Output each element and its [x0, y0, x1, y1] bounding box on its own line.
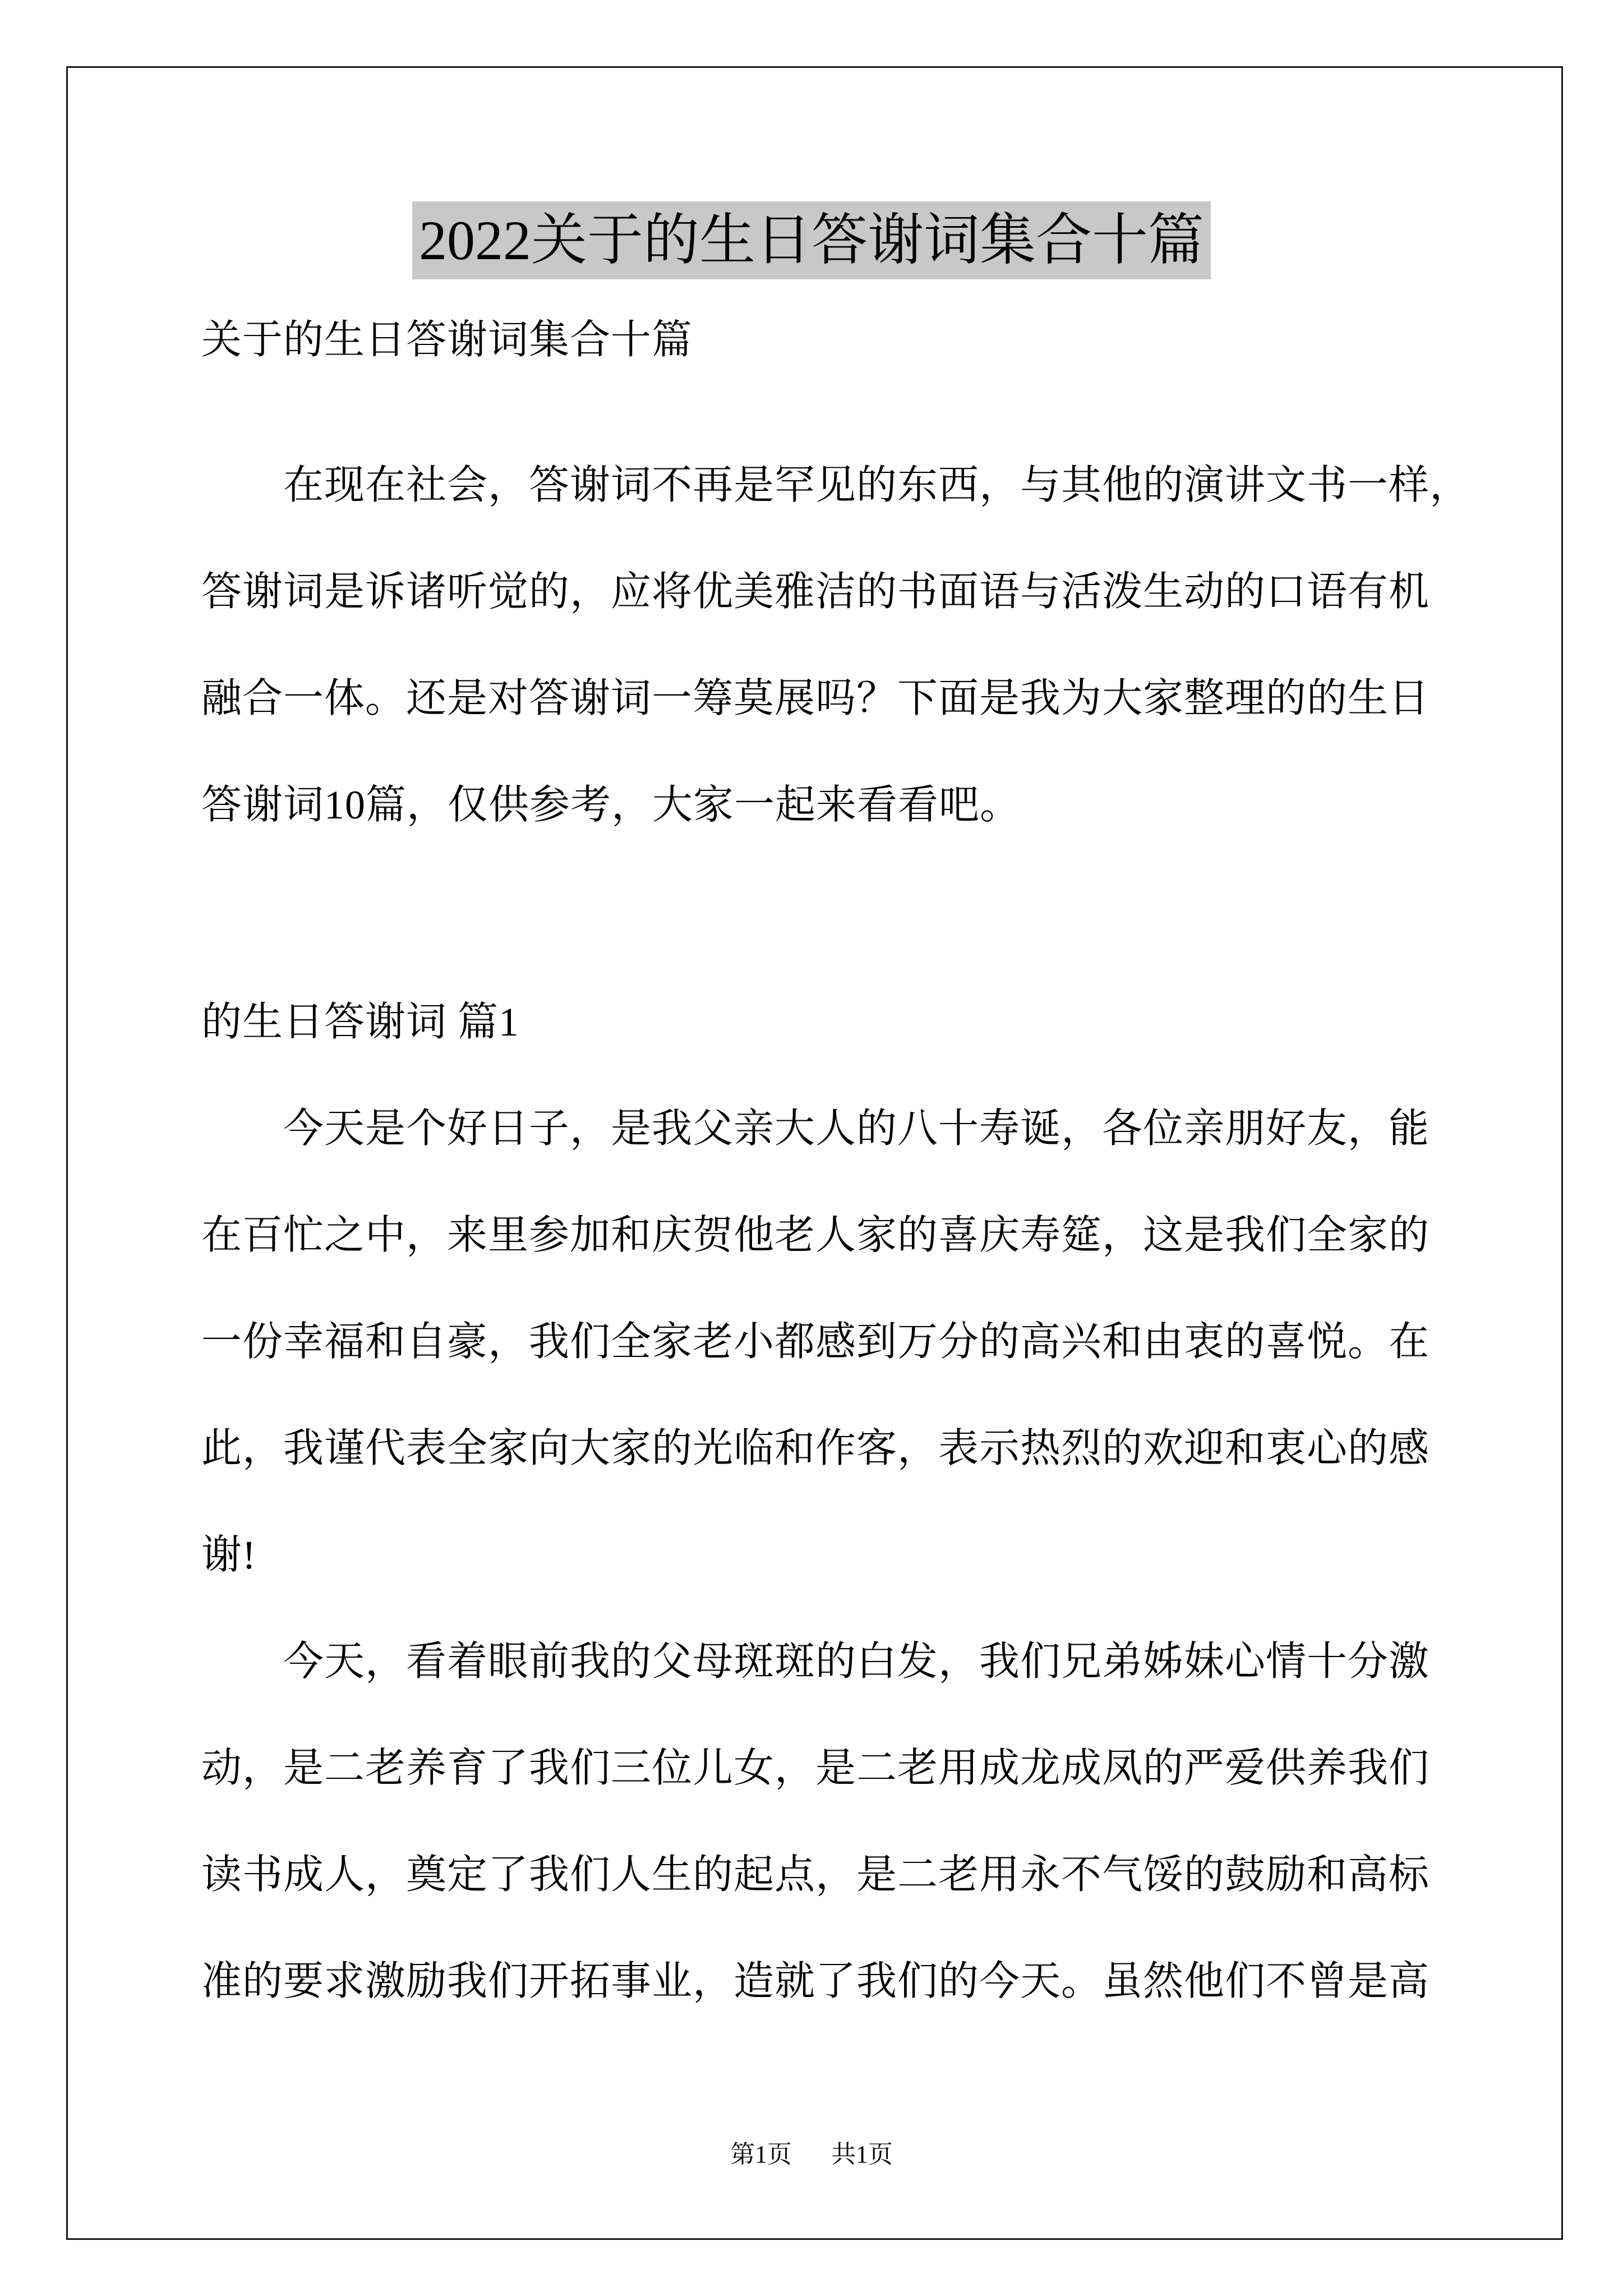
- document-title: 2022关于的生日答谢词集合十篇: [412, 201, 1211, 279]
- paragraph-line: 在现在社会，答谢词不再是罕见的东西，与其他的演讲文书一样，: [283, 463, 1471, 508]
- document-subtitle: 关于的生日答谢词集合十篇: [201, 318, 693, 362]
- document-body: [201, 287, 1491, 2035]
- section-1: [201, 969, 1491, 2035]
- intro-paragraph: [201, 432, 1491, 858]
- page-total: 共1页: [831, 2141, 893, 2168]
- title-block: [0, 201, 1623, 279]
- page-footer: [0, 2138, 1623, 2171]
- paragraph-line: 准的要求激励我们开拓事业，造就了我们的今天。虽然他们不曾是高: [201, 1959, 1430, 2004]
- section-paragraph: [201, 1075, 1491, 1608]
- paragraph-line: 今天，看着眼前我的父母斑斑的白发，我们兄弟姊妹心情十分激: [283, 1639, 1430, 1684]
- paragraph-line: 答谢词是诉诸听觉的，应将优美雅洁的书面语与活泼生动的口语有机: [201, 569, 1430, 614]
- paragraph-line: 融合一体。还是对答谢词一筹莫展吗？下面是我为大家整理的的生日: [201, 676, 1430, 721]
- section-heading: 的生日答谢词 篇1: [201, 1000, 520, 1045]
- paragraph-line: 一份幸福和自豪，我们全家老小都感到万分的高兴和由衷的喜悦。在: [201, 1319, 1430, 1364]
- paragraph-line: 动，是二老养育了我们三位儿女，是二老用成龙成凤的严爱供养我们: [201, 1746, 1430, 1791]
- paragraph-line: 答谢词10篇，仅供参考，大家一起来看看吧。: [201, 783, 1021, 827]
- page-number: 第1页: [730, 2141, 792, 2168]
- paragraph-line: 谢!: [201, 1533, 256, 1577]
- paragraph-line: 读书成人，奠定了我们人生的起点，是二老用永不气馁的鼓励和高标: [201, 1852, 1430, 1897]
- paragraph-line: 此，我谨代表全家向大家的光临和作客，表示热烈的欢迎和衷心的感: [201, 1426, 1430, 1471]
- paragraph-line: 在百忙之中，来里参加和庆贺他老人家的喜庆寿筵，这是我们全家的: [201, 1213, 1430, 1258]
- section-paragraph: [201, 1608, 1491, 2035]
- paragraph-line: 今天是个好日子，是我父亲大人的八十寿诞，各位亲朋好友，能: [283, 1106, 1430, 1151]
